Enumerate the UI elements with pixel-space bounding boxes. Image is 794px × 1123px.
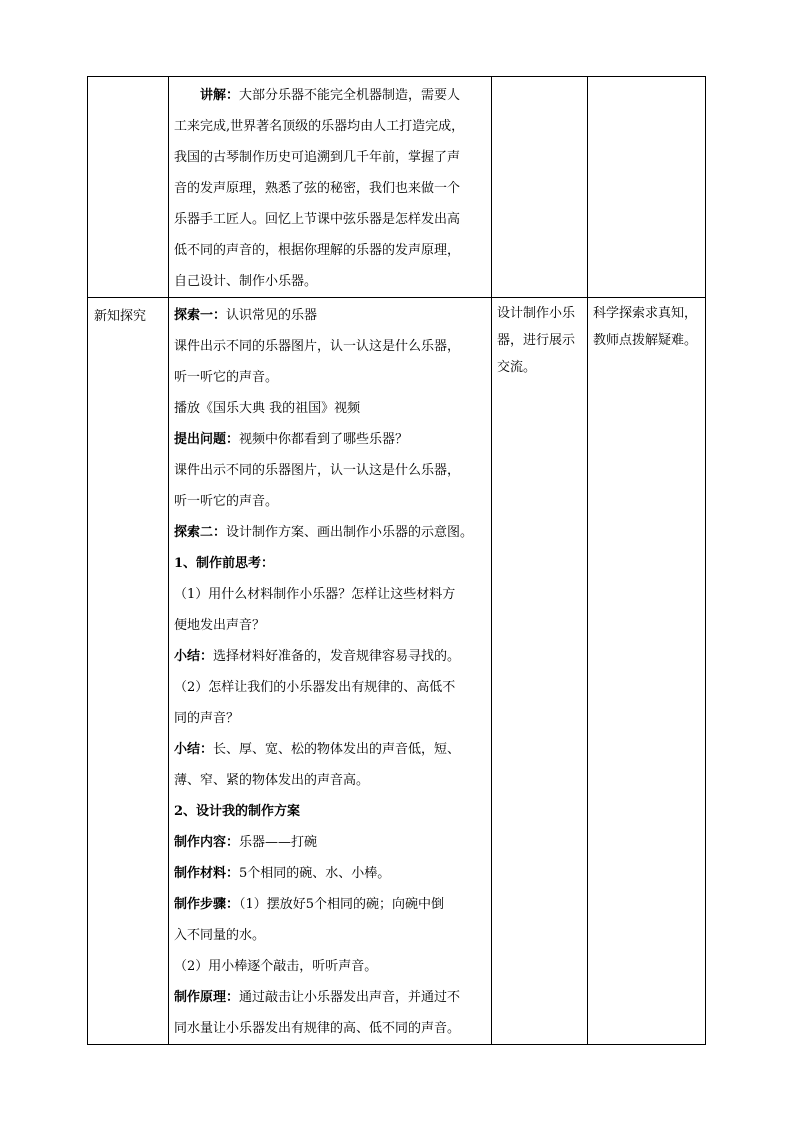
- text-line: 讲解：大部分乐器不能完全机器制造，需要人: [200, 88, 461, 103]
- text-line: 制作原理：通过敲击让小乐器发出声音，并通过不: [174, 990, 461, 1005]
- text-line: 薄、窄、紧的物体发出的声音高。: [174, 773, 370, 788]
- text-line: 提出问题：视频中你都看到了哪些乐器？: [174, 432, 409, 447]
- text-line: 小结：选择材料好准备的，发音规律容易寻找的。: [174, 649, 461, 664]
- row2-intent-cell: [587, 297, 706, 1045]
- text-line: 听一听它的声音。: [174, 494, 279, 509]
- row2-teacher-activity-cell: [168, 297, 491, 1045]
- text-line: 制作内容：乐器——打碗: [174, 835, 318, 850]
- text-line: 同的声音？: [174, 711, 240, 726]
- row1-teacher-activity-cell: [168, 77, 491, 297]
- text-line: 2、设计我的制作方案: [174, 804, 301, 819]
- text-line: （1）用什么材料制作小乐器？怎样让这些材料方: [174, 587, 456, 602]
- text-line: 教师点拨解疑难。: [593, 333, 698, 348]
- text-line: 科学探索求真知，: [593, 306, 698, 321]
- text-line: 便地发出声音？: [174, 618, 266, 633]
- text-line: 小结：长、厚、宽、松的物体发出的声音低，短、: [174, 742, 461, 757]
- row1-student-activity-cell: [491, 77, 587, 297]
- text-line: 低不同的声音的，根据你理解的乐器的发声原理，: [174, 243, 461, 258]
- text-line: 制作步骤：（1）摆放好5个相同的碗；向碗中倒: [174, 897, 445, 912]
- text-line: 工来完成,世界著名顶级的乐器均由人工打造完成，: [174, 119, 465, 134]
- text-line: （2）怎样让我们的小乐器发出有规律的、高低不: [174, 680, 456, 695]
- text-line: 自己设计、制作小乐器。: [174, 274, 318, 289]
- text-line: 器，进行展示: [497, 333, 576, 348]
- text-line: 交流。: [497, 360, 537, 375]
- text-line: （2）用小棒逐个敲击，听听声音。: [174, 959, 378, 974]
- row2-student-activity-cell: [491, 297, 587, 1045]
- text-line: 课件出示不同的乐器图片，认一认这是什么乐器，: [174, 339, 461, 354]
- text-line: 课件出示不同的乐器图片，认一认这是什么乐器，: [174, 463, 461, 478]
- text-line: 入不同量的水。: [174, 928, 266, 943]
- text-line: 播放《国乐大典 我的祖国》视频: [174, 401, 361, 416]
- text-line: 制作材料：5个相同的碗、水、小棒。: [174, 866, 391, 881]
- text-line: 设计制作小乐: [497, 306, 576, 321]
- lesson-table: [87, 76, 706, 1045]
- text-line: 探索一：认识常见的乐器: [174, 308, 318, 323]
- text-line: 听一听它的声音。: [174, 370, 279, 385]
- row1-intent-cell: [587, 77, 706, 297]
- text-line: 音的发声原理，熟悉了弦的秘密，我们也来做一个: [174, 181, 461, 196]
- text-line: 探索二：设计制作方案、画出制作小乐器的示意图。: [174, 525, 474, 540]
- text-line: 1、制作前思考：: [174, 556, 275, 571]
- row2-stage-cell: 新知探究: [94, 309, 147, 324]
- row1-stage-cell: [88, 77, 168, 297]
- text-line: 乐器手工匠人。回忆上节课中弦乐器是怎样发出高: [174, 212, 461, 227]
- text-line: 我国的古琴制作历史可追溯到几千年前，掌握了声: [174, 150, 461, 165]
- text-line: 同水量让小乐器发出有规律的高、低不同的声音。: [174, 1021, 461, 1036]
